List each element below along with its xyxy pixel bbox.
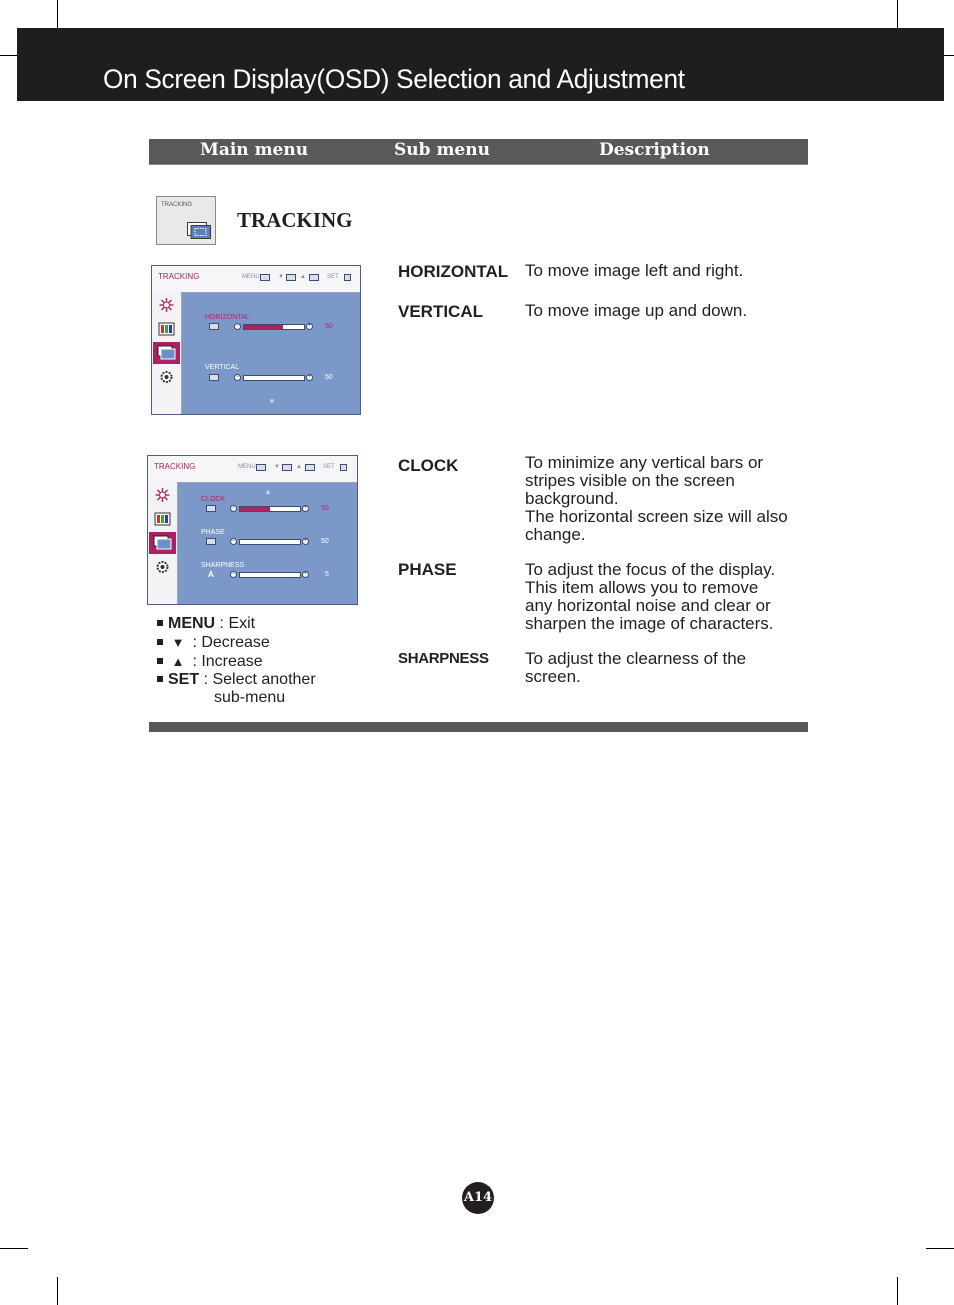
exit-icon: [260, 274, 270, 281]
legend-increase: [157, 653, 263, 671]
legend-menu: [157, 615, 255, 633]
slider-fill: [240, 507, 270, 511]
description-line: To minimize any vertical bars or: [525, 453, 764, 472]
setup-gear-icon: [153, 366, 180, 388]
tracking-icon: [149, 532, 176, 554]
color-icon: [149, 508, 176, 530]
plus-button-icon: +: [303, 538, 308, 544]
minus-button-icon: −: [231, 538, 236, 544]
up-arrow-icon: ▲: [300, 274, 306, 280]
vertical-slider: [243, 375, 305, 381]
description-line: To move image left and right.: [525, 261, 744, 280]
submenu-clock: CLOCK: [398, 456, 459, 475]
slider-value: 50: [321, 538, 329, 545]
phase-icon: [206, 538, 216, 545]
up-arrow-icon: ▲: [296, 464, 302, 470]
osd-screenshot-clock-phase-sharpness: [147, 455, 358, 605]
tracking-icon: [153, 342, 180, 364]
crop-mark: [57, 0, 58, 28]
bullet-icon: [157, 639, 163, 645]
color-icon: [153, 318, 180, 340]
crop-mark: [0, 1248, 28, 1249]
submenu-vertical: VERTICAL: [398, 302, 483, 321]
minus-button-icon: −: [235, 323, 240, 329]
up-arrow-icon: ▲: [171, 654, 185, 669]
description-line: To adjust the clearness of the: [525, 649, 747, 668]
description-line: This item allows you to remove: [525, 578, 759, 597]
minus-icon: [282, 464, 292, 471]
osd-slider-label: SHARPNESS: [201, 562, 245, 569]
minus-button-icon: −: [231, 571, 236, 577]
description-horizontal: [525, 262, 743, 280]
slider-value: 50: [321, 505, 329, 512]
description-line: sharpen the image of characters.: [525, 614, 774, 633]
tracking-icon: [187, 222, 211, 239]
column-description: Description: [599, 140, 710, 160]
section-title: TRACKING: [237, 208, 353, 232]
tracking-icon-label: TRACKING: [161, 202, 193, 208]
horizontal-slider: [243, 324, 305, 330]
bullet-icon: [157, 658, 163, 664]
plus-button-icon: +: [303, 505, 308, 511]
legend-key: MENU: [168, 615, 216, 632]
sharpness-slider: [239, 572, 301, 578]
minus-icon: [286, 274, 296, 281]
osd-slider-label: CLOCK: [201, 496, 226, 503]
osd-slider-label: PHASE: [201, 529, 225, 536]
column-sub-menu: Sub menu: [394, 140, 490, 160]
sharpness-icon: A: [208, 570, 214, 579]
scroll-up-arrow-icon: ▲: [264, 487, 272, 496]
set-icon: [344, 274, 351, 281]
slider-value: 50: [325, 374, 333, 381]
slider-fill: [240, 573, 270, 577]
bullet-icon: [157, 620, 163, 626]
legend-key: SET: [168, 671, 200, 688]
description-line: To move image up and down.: [525, 301, 748, 320]
description-line: The horizontal screen size will also: [525, 507, 788, 526]
description-sharpness: [525, 650, 746, 686]
plus-icon: [305, 464, 315, 471]
description-line: any horizontal noise and clear or: [525, 596, 771, 615]
description-line: stripes visible on the screen: [525, 471, 735, 490]
description-line: screen.: [525, 667, 581, 686]
legend-text: : Exit: [215, 615, 256, 632]
plus-icon: [309, 274, 319, 281]
osd-slider-label: VERTICAL: [205, 364, 240, 371]
scroll-down-arrow-icon: ▼: [268, 397, 276, 406]
down-arrow-icon: ▼: [274, 464, 280, 470]
minus-button-icon: −: [231, 505, 236, 511]
legend-text: : Decrease: [188, 634, 270, 651]
vertical-icon: [209, 374, 219, 381]
down-arrow-icon: ▼: [171, 635, 185, 650]
plus-button-icon: +: [307, 323, 312, 329]
clock-slider: [239, 506, 301, 512]
osd-top-bar: [148, 456, 357, 483]
osd-set-label: SET: [327, 274, 339, 280]
bullet-icon: [157, 676, 163, 682]
brightness-icon: [149, 484, 176, 506]
crop-mark: [0, 55, 17, 56]
description-vertical: [525, 302, 747, 320]
osd-sidebar: [148, 482, 178, 604]
horizontal-icon: [209, 323, 219, 330]
plus-button-icon: +: [303, 571, 308, 577]
osd-title: TRACKING: [154, 462, 196, 471]
exit-icon: [256, 464, 266, 471]
osd-screenshot-horizontal-vertical: [151, 265, 361, 415]
slider-value: 50: [325, 323, 333, 330]
plus-button-icon: +: [307, 374, 312, 380]
submenu-horizontal: HORIZONTAL: [398, 262, 509, 281]
description-clock: [525, 454, 788, 544]
column-header-bar: [149, 139, 808, 165]
minus-button-icon: −: [235, 374, 240, 380]
slider-fill: [240, 540, 270, 544]
crop-mark: [926, 1248, 954, 1249]
description-line: background.: [525, 489, 619, 508]
description-line: To adjust the focus of the display.: [525, 560, 776, 579]
submenu-sharpness: SHARPNESS: [398, 650, 489, 667]
description-line: change.: [525, 525, 586, 544]
setup-gear-icon: [149, 556, 176, 578]
crop-mark: [944, 55, 954, 56]
legend-text: : Select another: [199, 671, 316, 688]
legend-text: : Increase: [188, 653, 263, 670]
crop-mark: [897, 1277, 898, 1305]
clock-icon: [206, 505, 216, 512]
page-title: On Screen Display(OSD) Selection and Adjustment: [103, 64, 685, 94]
osd-menu-label: MENU: [238, 464, 256, 470]
osd-set-label: SET: [323, 464, 335, 470]
slider-fill: [244, 325, 283, 329]
slider-fill: [244, 376, 274, 380]
set-icon: [340, 464, 347, 471]
tracking-menu-icon: [156, 196, 216, 245]
osd-title: TRACKING: [158, 272, 200, 281]
legend-set: [157, 671, 316, 689]
crop-mark: [57, 1277, 58, 1305]
osd-sidebar: [152, 292, 182, 414]
osd-top-bar: [152, 266, 360, 293]
column-main-menu: Main menu: [200, 140, 309, 160]
slider-value: 5: [325, 571, 329, 578]
osd-slider-label: HORIZONTAL: [205, 314, 250, 321]
phase-slider: [239, 539, 301, 545]
header-bar: [17, 28, 944, 101]
down-arrow-icon: ▼: [278, 274, 284, 280]
submenu-phase: PHASE: [398, 560, 457, 579]
section-bottom-bar: [149, 722, 808, 732]
legend-set-continued: sub-menu: [214, 689, 286, 706]
brightness-icon: [153, 294, 180, 316]
crop-mark: [897, 0, 898, 28]
osd-menu-label: MENU: [242, 274, 260, 280]
legend-decrease: [157, 634, 270, 652]
page-number-badge: A14: [462, 1182, 494, 1214]
description-phase: [525, 561, 775, 633]
